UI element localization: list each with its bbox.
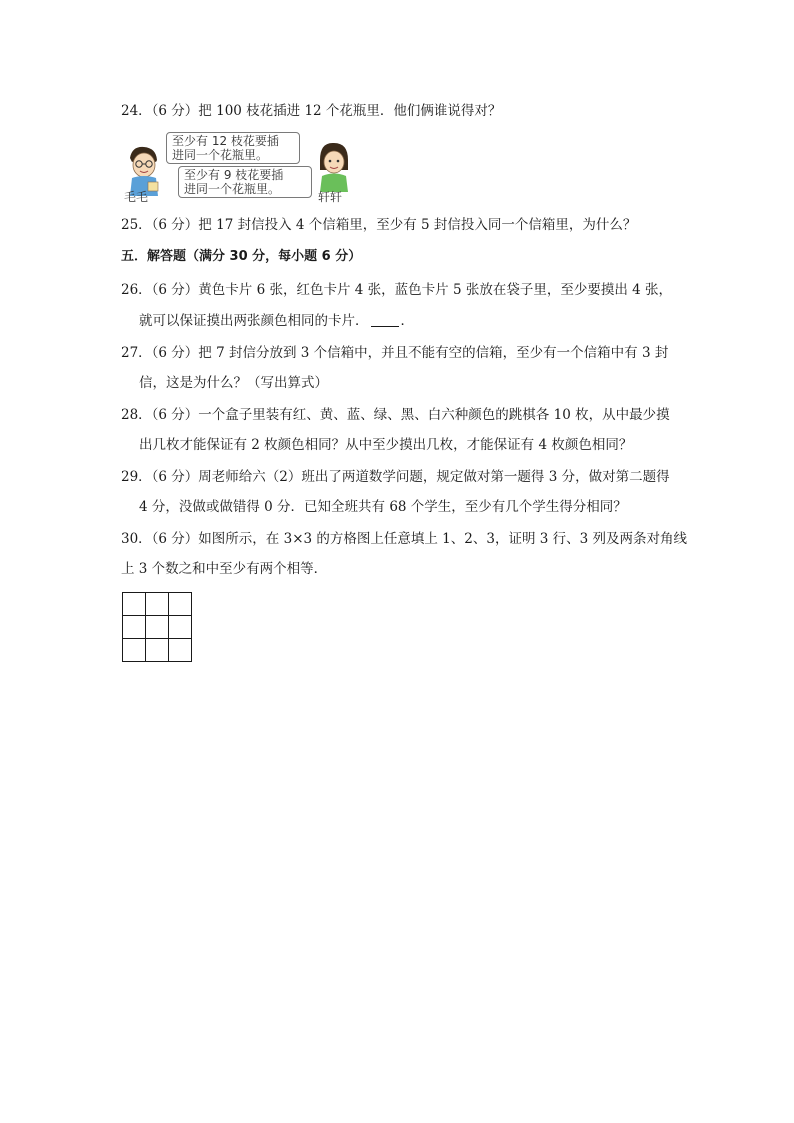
speech-bubble-xuanxuan [178,166,312,198]
grid-cell [123,639,146,662]
question-30-line2: 上 3 个数之和中至少有两个相等． [121,561,328,577]
question-28-line2: 出几枚才能保证有 2 枚颜色相同？从中至少摸出几枚，才能保证有 4 枚颜色相同？ [139,437,633,453]
section-5-title: 五．解答题（满分 30 分，每小题 6 分） [121,249,362,264]
three-by-three-grid [122,592,192,662]
grid-cell [146,639,169,662]
question-24-illustration [122,132,362,204]
grid-cell [146,616,169,639]
grid-cell [169,639,192,662]
question-29-line2: 4 分，没做或做错得 0 分．已知全班共有 68 个学生，至少有几个学生得分相同？ [139,499,627,515]
grid-cell [146,593,169,616]
question-26-period: ． [400,313,414,329]
question-27-line2: 信，这是为什么？（写出算式） [139,375,328,391]
question-29-line1: 29．（6 分）周老师给六（2）班出了两道数学问题，规定做对第一题得 3 分，做对第二题得 [121,469,670,485]
question-28-line1: 28．（6 分）一个盒子里装有红、黄、蓝、绿、黑、白六种颜色的跳棋各 10 枚，从中最少摸 [121,407,670,423]
question-26-line1: 26．（6 分）黄色卡片 6 张，红色卡片 4 张，蓝色卡片 5 张放在袋子里，至少要摸出 4 张， [121,282,672,298]
name-xuanxuan: 轩轩 [318,190,343,204]
answer-blank[interactable] [371,312,399,327]
question-26-line2 [139,311,414,331]
grid-cell [169,593,192,616]
grid-cell [169,616,192,639]
bubble1-line2: 进同一个花瓶里。 [172,148,269,162]
grid-cell [123,616,146,639]
question-26-text: 就可以保证摸出两张颜色相同的卡片． [139,313,369,329]
question-25: 25．（6 分）把 17 封信投入 4 个信箱里，至少有 5 封信投入同一个信箱里，为什么？ [121,217,637,233]
question-27-line1: 27．（6 分）把 7 封信分放到 3 个信箱中，并且不能有空的信箱，至少有一个信箱中有 3 封 [121,345,669,361]
name-maomao: 毛毛 [124,190,149,204]
speech-bubble-maomao [166,132,300,164]
bubble2-line1: 至少有 9 枝花要插 [184,168,284,182]
grid-cell [123,593,146,616]
question-30-line1: 30．（6 分）如图所示，在 3×3 的方格图上任意填上 1、2、3，证明 3 行、3 列及两条对角线 [121,531,687,547]
bubble2-line2: 进同一个花瓶里。 [184,182,281,196]
bubble1-line1: 至少有 12 枝花要插 [172,134,279,148]
question-24: 24．（6 分）把 100 枝花插进 12 个花瓶里．他们俩谁说得对？ [121,103,502,119]
